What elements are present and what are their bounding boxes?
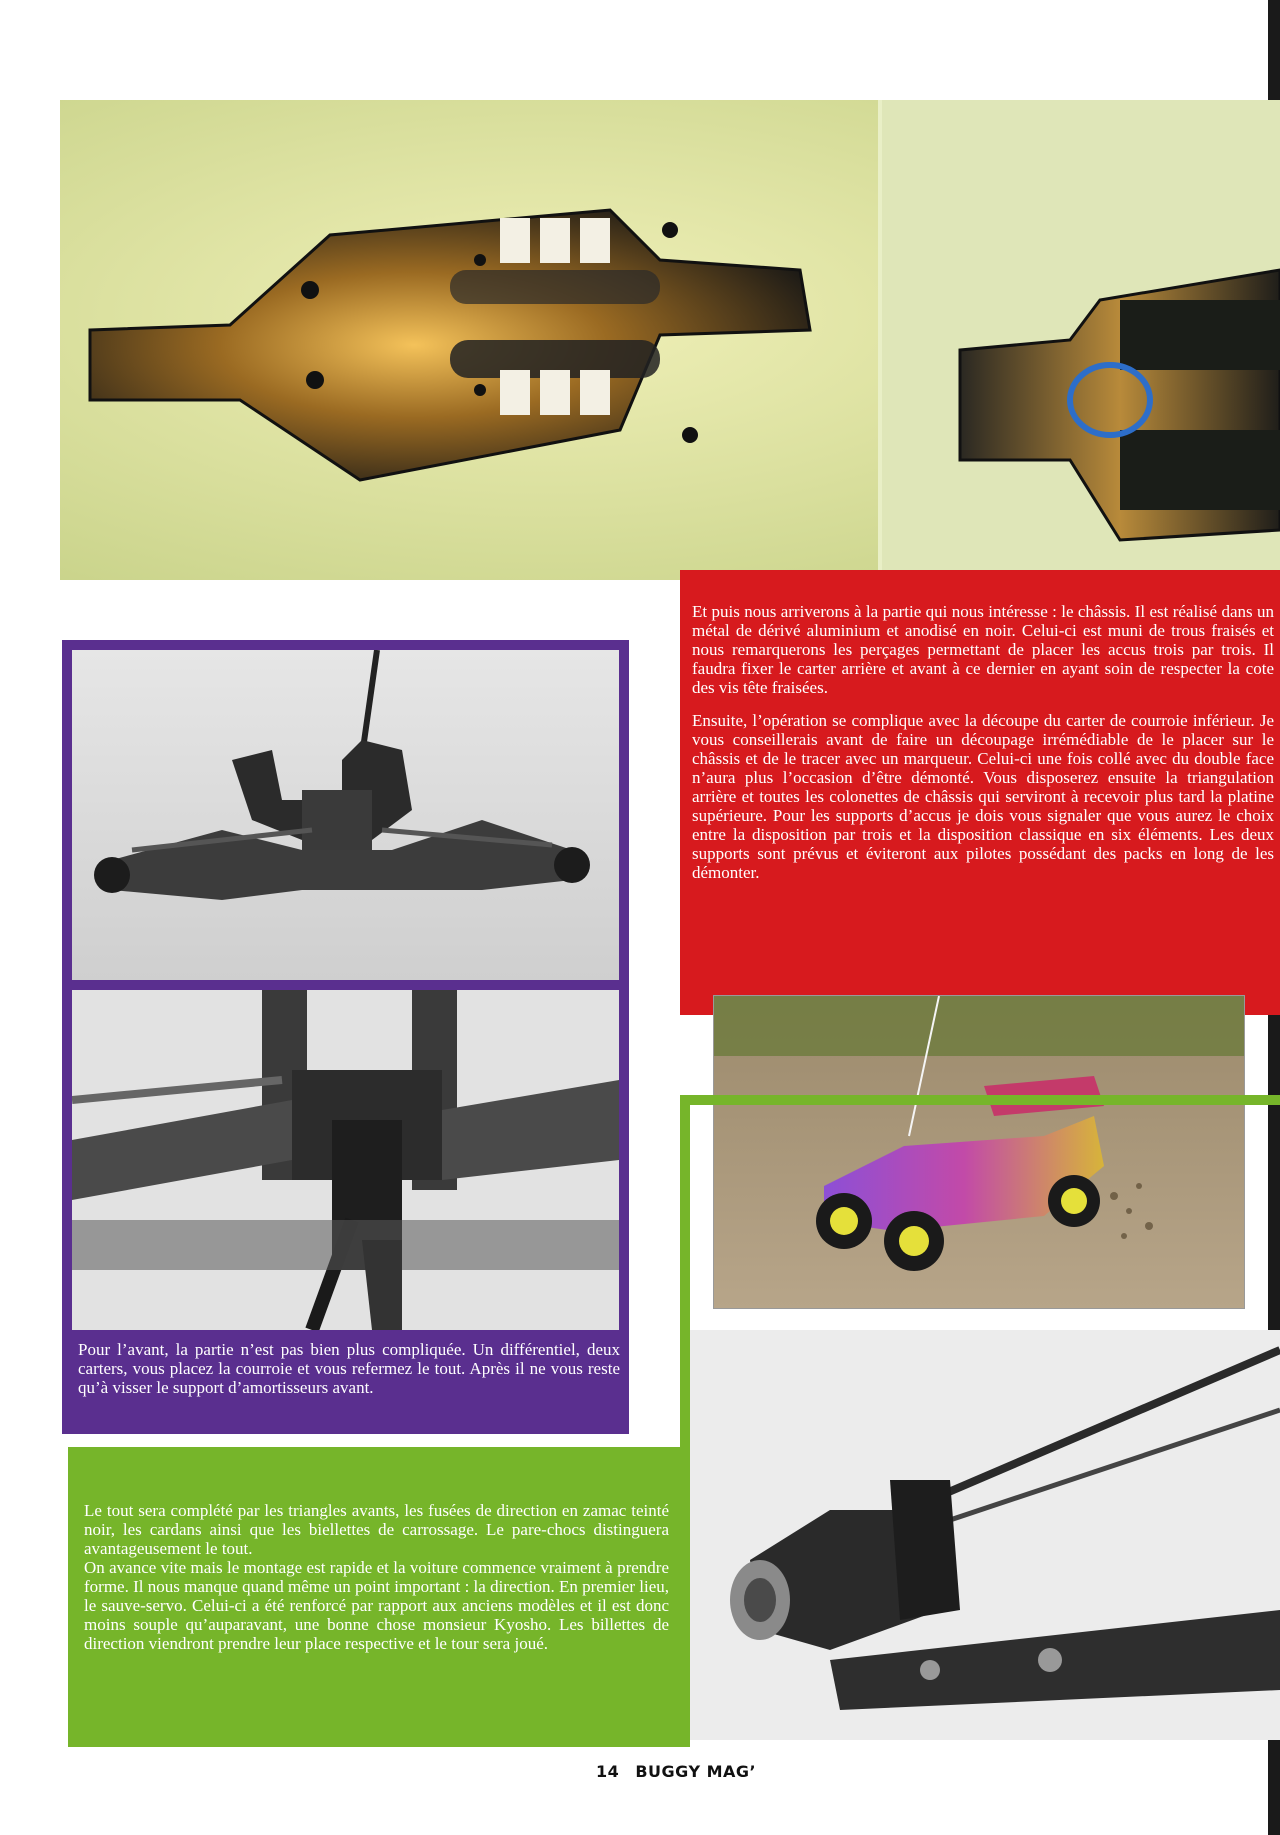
article-paragraph: Et puis nous arriverons à la partie qui nous intéresse : le châssis. Il est réalisé dans un métal de dérivé aluminium et anodisé en noir. Celui-ci est muni de trous fraisés et nous remarquerons les perçages permettant de placer les accus trois par trois. Il faudra fixer le carter arrière et avant à ce dernier en ayant soin de respecter la cote des vis tête fraisées. — [692, 602, 1274, 697]
front-axle-photo — [72, 650, 619, 980]
chassis-photo — [60, 100, 1280, 580]
front-assembly-caption: Pour l’avant, la partie n’est pas bien plus compliquée. Un différentiel, deux carters, vous placez la courroie et vous refermez le tout. Après il ne vous reste qu’à visser le support d’amortisseurs avant. — [78, 1340, 620, 1397]
page-number: 14 — [596, 1762, 620, 1781]
green-frame-side — [680, 1095, 690, 1447]
article-paragraph: Ensuite, l’opération se complique avec la découpe du carter de courroie inférieur. Je vous conseillerais avant de faire un découpage irrémédiable de le placer sur le châssis et de le tracer avec un marqueur. Celui-ci une fois collé avec du double face n’aura plus l’occasion d’être démonté. Vous disposerez ensuite la triangulation arrière et toutes les colonettes de châssis qui serviront à recevoir plus tard la platine supérieure. Pour les supports d’accus je dois vous signaler que vous aurez le choix entre la disposition par trois et la disposition classique en six éléments. Les deux supports sont prévus et éviteront aux pilotes possédant des packs en long de les démonter. — [692, 711, 1274, 882]
gearbox-closeup-photo — [72, 990, 619, 1330]
green-frame-top — [680, 1095, 1280, 1105]
green-frame-bottom — [68, 1447, 690, 1459]
buggy-action-photo — [713, 995, 1245, 1309]
steering-article-text: Le tout sera complété par les triangles avants, les fusées de direction en zamac teinté noir, les cardans ainsi que les biellettes de carrossage. Le pare-chocs distinguera avantageusement le tout. On avance vite mais le montage est rapide et la voiture commence vraiment à prendre forme. Il nous manque quand même un point important : la direction. En premier lieu, le sauve-servo. Celui-ci a été renforcé par rapport aux anciens modèles et il est donc moins souple qu’auparavant, une bonne chose monsieur Kyosho. Les billettes de direction viendront prendre leur place respective et le tour sera joué. — [84, 1501, 669, 1653]
chassis-article-text — [692, 602, 1274, 896]
page-footer — [596, 1762, 756, 1781]
steering-knuckle-photo — [690, 1330, 1280, 1740]
magazine-name: BUGGY MAG’ — [635, 1762, 757, 1781]
